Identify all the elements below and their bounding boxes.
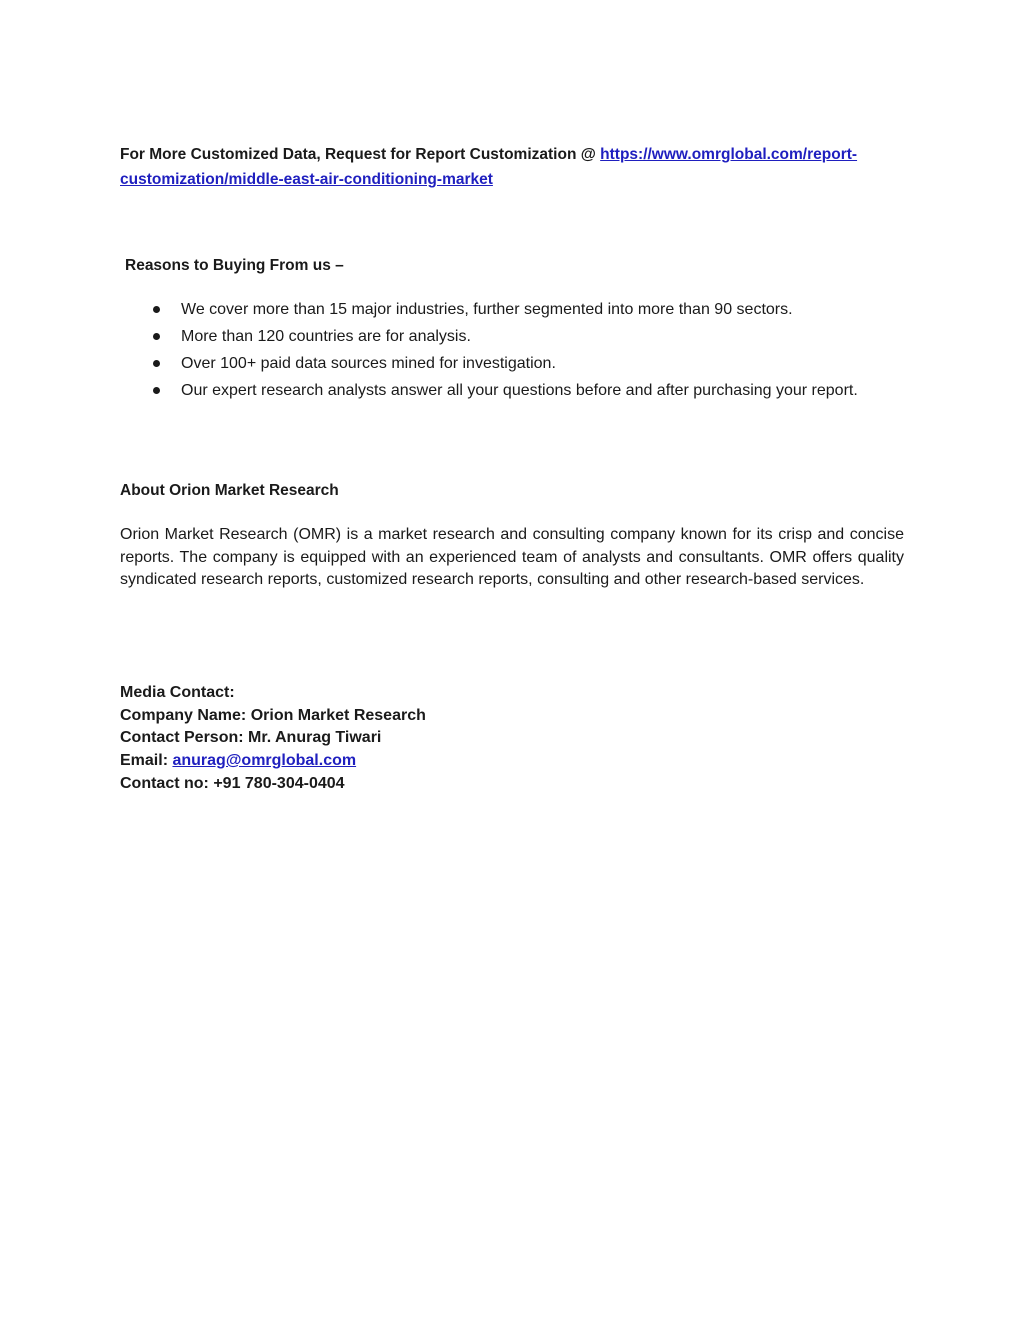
customization-request <box>120 142 904 192</box>
media-contact <box>120 682 904 796</box>
customization-link[interactable]: https://www.omrglobal.com/report-customization/middle-east-air-conditioning-market <box>120 146 858 188</box>
reasons-heading: Reasons to Buying From us – <box>125 257 344 274</box>
reason-text: Our expert research analysts answer all your questions before and after purchasing your report. <box>181 382 858 399</box>
bullet-icon <box>153 333 160 340</box>
about-heading: About Orion Market Research <box>120 482 339 499</box>
media-contact-heading: Media Contact: <box>120 684 235 701</box>
about-body: Orion Market Research (OMR) is a market research and consulting company known for its crisp and concise reports. The company is equipped with an experienced team of analysts and consultants. OMR offers quality syndicated research reports, customized research reports, consulting and other research-based services. <box>120 526 904 589</box>
company-name: Company Name: Orion Market Research <box>120 706 426 724</box>
contact-person: Contact Person: Mr. Anurag Tiwari <box>120 729 382 747</box>
list-item <box>145 350 858 377</box>
list-item <box>145 296 858 323</box>
contact-phone: Contact no: +91 780-304-0404 <box>120 774 345 792</box>
email-label: Email: <box>120 752 173 770</box>
reasons-list <box>145 296 858 404</box>
reason-text: Over 100+ paid data sources mined for investigation. <box>181 355 556 372</box>
list-item <box>145 323 858 350</box>
email-link[interactable]: anurag@omrglobal.com <box>172 752 357 770</box>
reason-text: We cover more than 15 major industries, further segmented into more than 90 sectors. <box>181 301 793 318</box>
email-line <box>120 750 904 773</box>
list-item <box>145 377 858 404</box>
reason-text: More than 120 countries are for analysis. <box>181 328 471 345</box>
customization-prefix: For More Customized Data, Request for Report Customization @ <box>120 146 601 163</box>
bullet-icon <box>153 387 160 394</box>
bullet-icon <box>153 360 160 367</box>
bullet-icon <box>153 306 160 313</box>
